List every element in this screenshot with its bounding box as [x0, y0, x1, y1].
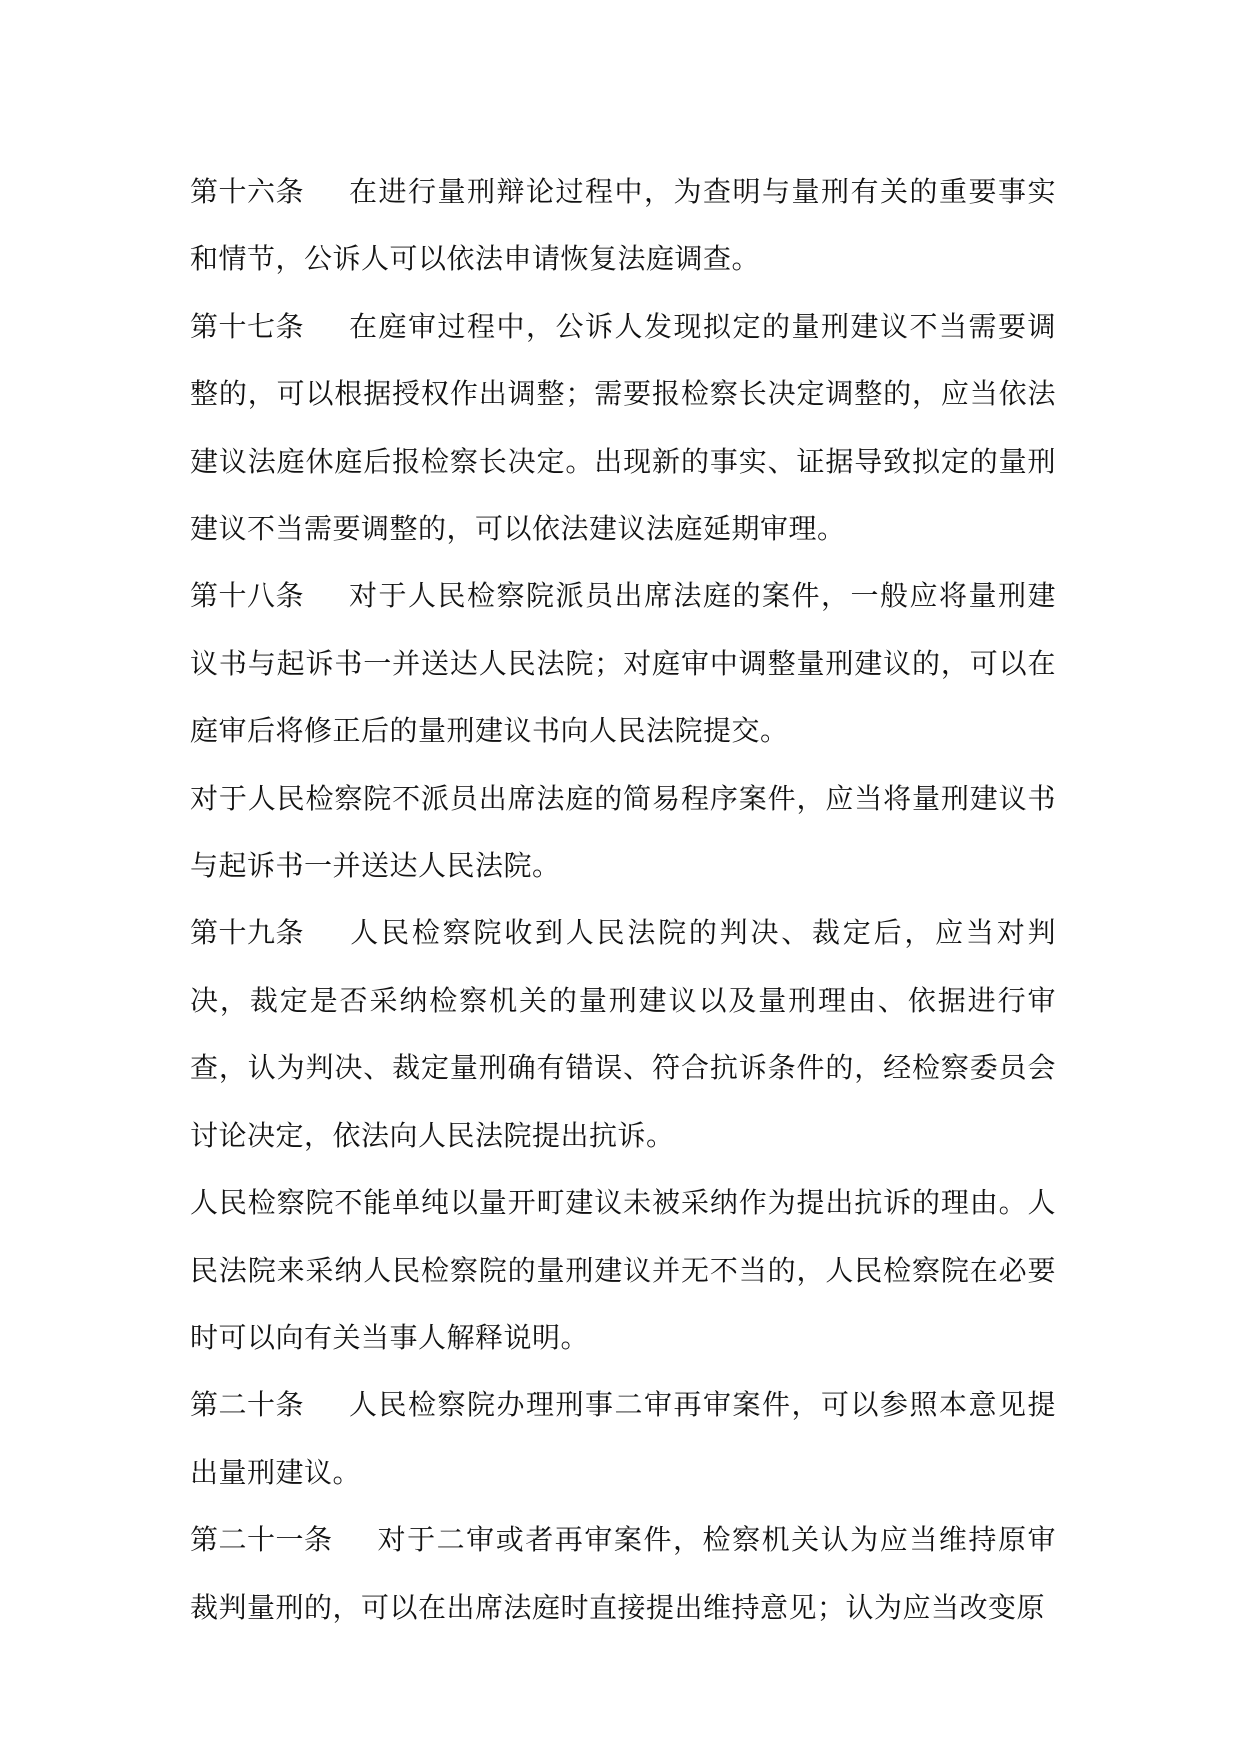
- article-21-heading: 第二十一条: [190, 1523, 333, 1557]
- article-20-paragraph: [190, 1371, 1056, 1506]
- article-18-continuation-paragraph: [190, 765, 1056, 900]
- article-17-text: 在庭审过程中，公诉人发现拟定的量刑建议不当需要调整的，可以根据授权作出调整；需要报检察长决定调整的，应当依法建议法庭休庭后报检察长决定。出现新的事实、证据导致拟定的量刑建议不当需要调整的，可以依法建议法庭延期审理。: [190, 309, 1056, 546]
- article-17-heading: 第十七条: [190, 309, 305, 343]
- article-20-heading: 第二十条: [190, 1388, 305, 1422]
- article-19-paragraph: [190, 899, 1056, 1169]
- document-body: [190, 158, 1056, 1641]
- article-21-text: 对于二审或者再审案件，检察机关认为应当维持原审裁判量刑的，可以在出席法庭时直接提出维持意见；认为应当改变原: [190, 1523, 1056, 1624]
- article-19-continuation-text: 人民检察院不能单纯以量开町建议未被采纳作为提出抗诉的理由。人民法院来采纳人民检察院的量刑建议并无不当的，人民检察院在必要时可以向有关当事人解释说明。: [190, 1186, 1056, 1354]
- article-16-paragraph: [190, 158, 1056, 293]
- article-17-paragraph: [190, 293, 1056, 563]
- article-19-heading: 第十九条: [190, 916, 305, 950]
- article-20-text: 人民检察院办理刑事二审再审案件，可以参照本意见提出量刑建议。: [190, 1388, 1056, 1489]
- article-16-text: 在进行量刑辩论过程中，为查明与量刑有关的重要事实和情节，公诉人可以依法申请恢复法庭调查。: [190, 175, 1056, 276]
- article-19-continuation-paragraph: [190, 1169, 1056, 1371]
- article-18-paragraph: [190, 562, 1056, 764]
- article-21-paragraph: [190, 1506, 1056, 1641]
- article-19-text: 人民检察院收到人民法院的判决、裁定后，应当对判决，裁定是否采纳检察机关的量刑建议以及量刑理由、依据进行审查，认为判决、裁定量刑确有错误、符合抗诉条件的，经检察委员会讨论决定，依法向人民法院提出抗诉。: [190, 916, 1056, 1152]
- article-18-continuation-text: 对于人民检察院不派员出席法庭的简易程序案件，应当将量刑建议书与起诉书一并送达人民法院。: [190, 781, 1056, 883]
- article-16-heading: 第十六条: [190, 175, 305, 208]
- article-18-heading: 第十八条: [190, 579, 305, 613]
- article-18-text: 对于人民检察院派员出席法庭的案件，一般应将量刑建议书与起诉书一并送达人民法院；对庭审中调整量刑建议的，可以在庭审后将修正后的量刑建议书向人民法院提交。: [190, 579, 1056, 748]
